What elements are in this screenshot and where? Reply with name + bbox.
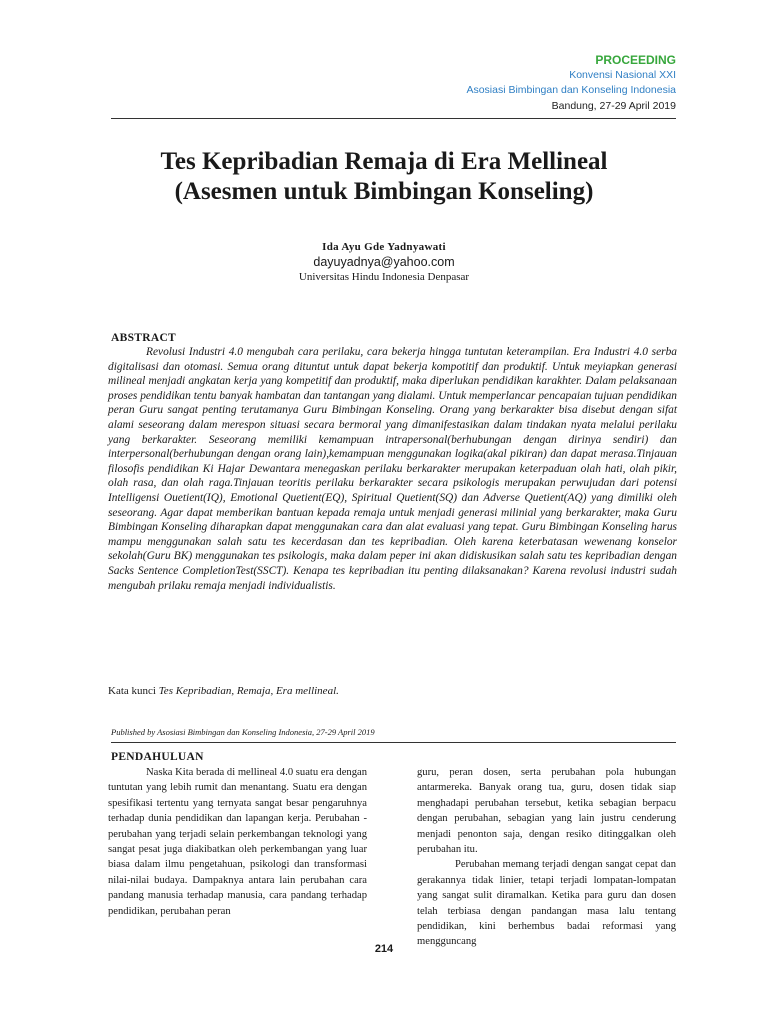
title-line-2: (Asesmen untuk Bimbingan Konseling) — [174, 178, 594, 205]
paper-title — [60, 147, 708, 207]
title-line-1: Tes Kepribadian Remaja di Era Mellineal — [160, 148, 608, 175]
abstract-text: Revolusi Industri 4.0 mengubah cara perilaku, cara bekerja hingga tuntutan keterampilan. Era Industri 4.0 serba digitalisasi dan otomasi. Semua orang dituntut untuk dapat bekerja kompotitif dan produktif. Untuk meyiapkan generasi milineal menjadi angkatan kerja yang kompetitif dan produktif, maka diperlukan pendidikan karakhter. Dalam pelaksanaan proses pendidikan tentu banyak hambatan dan tantangan yang dialami. Untuk memperlancar pencapaian tujuan pendidikan peran Guru sangat penting terutamanya Guru Bimbingan Konseling. Orang yang berkarakter bisa disebut dengan sifat alami seseorang dalam merespon situasi secara bermoral yang dimanifestasikan dalam tindakan nyata melalui perilaku yang berkarakter. Seseorang memiliki kemampuan intrapersonal(berhubungan dengan dirinya sendiri) dan interpersonal(berhubungan dengan orang lain),kemampuan menggunakan logika(akal pikiran) dan dapat merasa.Tinjauan filosofis pendidikan Ki Hajar Dewantara menegaskan perilaku berkarakter merupakan keterpaduan olah hati, olah pikir, olah rasa, dan olah raga.Tinjauan teoritis perilaku berkarakter secara psikologis merupakan perwujudan dari potensi Intelligensi Ouetient(IQ), Emotional Quetient(EQ), Spiritual Quetient(SQ) dan Adverse Quetient(AQ) yang dimiliki oleh seseorang. Agar dapat memberikan bantuan kepada remaja untuk menjadi generasi milinial yang berkarakter, maka Guru Bimbingan Konseling diharapkan dapat menggunakan cara dan alat evaluasi yang tepat. Guru Bimbingan Konseling harus mampu menggunakan salah satu tes kecerdasan dan tes kepribadian. Oleh karena keterbatasan wewenang konselor sekolah(Guru BK) menggunakan tes psikologis, maka dalam peper ini akan didiskusikan salah satu tes kepribadian dengan Sacks Sentence CompletionTest(SSCT). Kenapa tes kepribadian itu penting dilaksanakan? Karena revolusi industri sudah mengubah prilaku remaja menjadi individualistis. — [108, 346, 677, 592]
left-column — [108, 765, 367, 919]
author-affiliation: Universitas Hindu Indonesia Denpasar — [298, 271, 470, 283]
right-column — [417, 765, 676, 950]
proceeding-header — [466, 52, 676, 114]
author-name: Ida Ayu Gde Yadnyawati — [322, 241, 446, 253]
place-date-label: Bandung, 27-29 April 2019 — [551, 100, 676, 112]
section-divider — [111, 742, 676, 743]
author-email[interactable]: dayuyadnya@yahoo.com — [313, 255, 455, 269]
asosiasi-label: Asosiasi Bimbingan dan Konseling Indonesia — [466, 84, 676, 96]
author-block — [100, 240, 668, 284]
published-by-note: Published by Asosiasi Bimbingan dan Konseling Indonesia, 27-29 April 2019 — [111, 727, 375, 737]
right-paragraph-2: Perubahan memang terjadi dengan sangat cepat dan gerakannya tidak linier, tetapi terjadi lompatan-lompatan yang sangat sulit diramalkan. Ketika para guru dan dosen telah terbiasa dengan pandangan masa lalu tentang pendidikan, kini berhembus badai reformasi yang mengguncang — [417, 859, 676, 948]
keywords — [108, 685, 339, 697]
header-divider — [111, 118, 676, 119]
proceeding-label: PROCEEDING — [595, 53, 676, 67]
keywords-label: Kata kunci — [108, 685, 156, 697]
section-heading: PENDAHULUAN — [111, 751, 204, 763]
keywords-text: Tes Kepribadian, Remaja, Era mellineal. — [158, 685, 339, 697]
left-paragraph-1: Naska Kita berada di mellineal 4.0 suatu era dengan tuntutan yang lebih rumit dan menantang. Suatu era dengan spesifikasi tertentu yang ternyata sangat besar pengaruhnya terhadap dunia pendidikan dan lapangan kerja. Perubahan - perubahan yang terjadi selain perkembangan teknologi yang sangat pesat juga diakibatkan oleh perkembangan yang luar biasa dalam ilmu pengetahuan, psikologi dan transformasi nilai-nilai budaya. Dampaknya antara lain perubahan cara pandang manusia terhadap manusia, cara pandang terhadap pendidikan, perubahan peran — [108, 767, 367, 917]
abstract-heading: ABSTRACT — [111, 332, 177, 344]
right-paragraph-1: guru, peran dosen, serta perubahan pola hubungan antarmereka. Banyak orang tua, guru, dosen tidak siap menghadapi perubahan tersebut, ketika sebagian berpacu dengan perubahan, sebagian yang lain justru cenderung menjadi penonton saja, dengan resiko ditinggalkan oleh perubahan itu. — [417, 767, 676, 856]
page-number: 214 — [374, 943, 394, 955]
konvensi-label: Konvensi Nasional XXI — [569, 69, 676, 81]
